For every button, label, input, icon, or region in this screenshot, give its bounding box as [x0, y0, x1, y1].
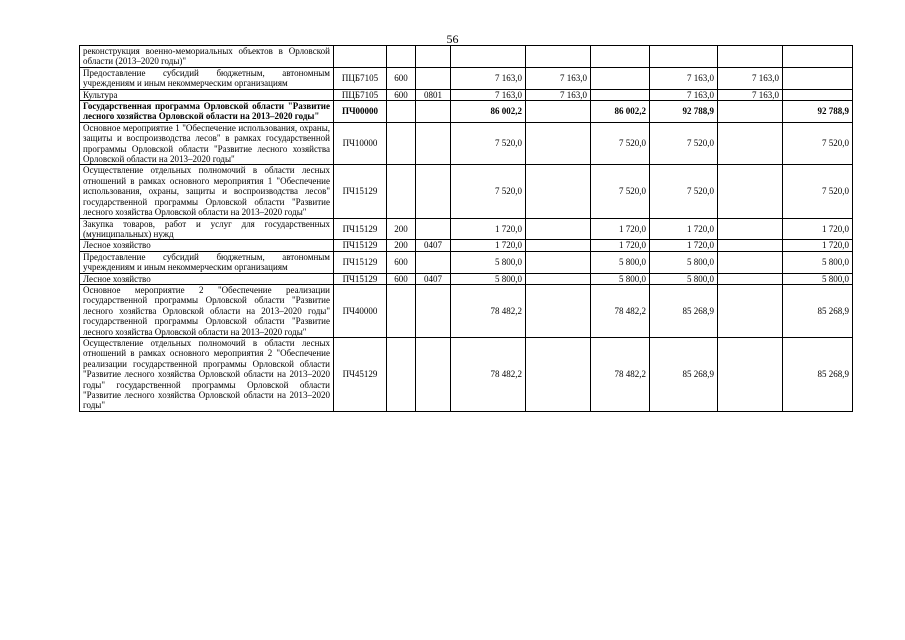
amount-col-6: 5 800,0: [783, 273, 853, 284]
amount-col-3: 78 482,2: [591, 337, 650, 411]
table-row: [80, 122, 853, 165]
amount-col-1: 1 720,0: [451, 240, 526, 251]
amount-col-3: 7 520,0: [591, 122, 650, 165]
amount-col-4: 7 163,0: [650, 89, 718, 100]
row-name: Государственная программа Орловской области "Развитие лесного хозяйства Орловской области на 2013–2020 годы": [80, 101, 334, 123]
amount-col-3: 5 800,0: [591, 251, 650, 273]
section-code: [416, 67, 451, 89]
row-name: реконструкция военно-мемориальных объектов в Орловской области (2013–2020 годы)": [80, 46, 334, 68]
amount-col-6: 92 788,9: [783, 101, 853, 123]
target-article-code: ПЧ15129: [334, 251, 387, 273]
amount-col-5: [718, 122, 783, 165]
page-number: 56: [446, 32, 459, 46]
target-article-code: ПЧ15129: [334, 273, 387, 284]
amount-col-5: [718, 273, 783, 284]
amount-col-2: [526, 46, 591, 68]
amount-col-1: 78 482,2: [451, 337, 526, 411]
section-code: [416, 101, 451, 123]
amount-col-1: 7 163,0: [451, 67, 526, 89]
amount-col-2: [526, 240, 591, 251]
expense-type-code: 600: [387, 89, 416, 100]
target-article-code: ПЧ15129: [334, 218, 387, 240]
row-name: Предоставление субсидий бюджетным, автономным учреждениям и иным некоммерческим организациям: [80, 251, 334, 273]
row-name: Культура: [80, 89, 334, 100]
expense-type-code: [387, 101, 416, 123]
amount-col-1: 7 520,0: [451, 165, 526, 218]
amount-col-1: 7 520,0: [451, 122, 526, 165]
table-row: [80, 165, 853, 218]
amount-col-1: 5 800,0: [451, 273, 526, 284]
amount-col-5: [718, 165, 783, 218]
expense-type-code: [387, 122, 416, 165]
amount-col-5: [718, 284, 783, 337]
amount-col-6: 85 268,9: [783, 337, 853, 411]
amount-col-2: [526, 122, 591, 165]
amount-col-1: 86 002,2: [451, 101, 526, 123]
amount-col-5: [718, 46, 783, 68]
amount-col-4: 85 268,9: [650, 337, 718, 411]
amount-col-3: 86 002,2: [591, 101, 650, 123]
row-name: Основное мероприятие 1 "Обеспечение использования, охраны, защиты и воспроизводства лесов" в рамках государственной программы Орловской области "Развитие лесного хозяйства Орловской области на 2013–2020 годы": [80, 122, 334, 165]
amount-col-1: [451, 46, 526, 68]
amount-col-3: 1 720,0: [591, 240, 650, 251]
amount-col-3: [591, 89, 650, 100]
section-code: [416, 218, 451, 240]
section-code: [416, 165, 451, 218]
row-name: Осуществление отдельных полномочий в области лесных отношений в рамках основного мероприятия 2 "Обеспечение реализации государственной программы Орловской области "Развитие лесного хозяйства Орловской области на 2013–2020 годы" государственной программы Орловской области "Развитие лесного хозяйства Орловской области на 2013–2020 годы": [80, 337, 334, 411]
section-code: [416, 251, 451, 273]
target-article-code: ПЦБ7105: [334, 67, 387, 89]
table-row: [80, 46, 853, 68]
amount-col-6: 1 720,0: [783, 218, 853, 240]
amount-col-4: 85 268,9: [650, 284, 718, 337]
section-code: [416, 122, 451, 165]
amount-col-1: 1 720,0: [451, 218, 526, 240]
target-article-code: [334, 46, 387, 68]
amount-col-3: 1 720,0: [591, 218, 650, 240]
row-name: Осуществление отдельных полномочий в области лесных отношений в рамках основного мероприятия 1 "Обеспечение использования, охраны, защиты и воспроизводства лесов" государственной программы Орловской области "Развитие лесного хозяйства Орловской области на 2013–2020 годы": [80, 165, 334, 218]
table-row: [80, 240, 853, 251]
target-article-code: ПЧ10000: [334, 122, 387, 165]
amount-col-6: [783, 89, 853, 100]
amount-col-4: 92 788,9: [650, 101, 718, 123]
expense-type-code: [387, 165, 416, 218]
expense-type-code: [387, 337, 416, 411]
table-row: [80, 284, 853, 337]
amount-col-6: 85 268,9: [783, 284, 853, 337]
amount-col-4: 5 800,0: [650, 273, 718, 284]
table-row: [80, 337, 853, 411]
amount-col-6: [783, 67, 853, 89]
amount-col-2: [526, 218, 591, 240]
table-row: [80, 67, 853, 89]
amount-col-2: [526, 273, 591, 284]
table-row: [80, 101, 853, 123]
amount-col-4: 1 720,0: [650, 218, 718, 240]
table-row: [80, 273, 853, 284]
expense-type-code: 200: [387, 218, 416, 240]
table-row: [80, 89, 853, 100]
expense-type-code: 600: [387, 273, 416, 284]
row-name: Основное мероприятие 2 "Обеспечение реализации государственной программы Орловской области "Развитие лесного хозяйства Орловской области на 2013–2020 годы" государственной программы Орловской области "Развитие лесного хозяйства Орловской области на 2013–2020 годы": [80, 284, 334, 337]
amount-col-2: [526, 101, 591, 123]
amount-col-6: [783, 46, 853, 68]
amount-col-1: 78 482,2: [451, 284, 526, 337]
amount-col-5: [718, 101, 783, 123]
amount-col-3: [591, 67, 650, 89]
target-article-code: ПЦБ7105: [334, 89, 387, 100]
amount-col-5: [718, 240, 783, 251]
amount-col-1: 7 163,0: [451, 89, 526, 100]
amount-col-2: 7 163,0: [526, 89, 591, 100]
amount-col-4: 7 520,0: [650, 165, 718, 218]
expense-type-code: [387, 284, 416, 337]
section-code: 0407: [416, 240, 451, 251]
amount-col-6: 5 800,0: [783, 251, 853, 273]
amount-col-2: 7 163,0: [526, 67, 591, 89]
section-code: 0801: [416, 89, 451, 100]
row-name: Предоставление субсидий бюджетным, автономным учреждениям и иным некоммерческим организациям: [80, 67, 334, 89]
budget-table: [79, 45, 853, 412]
row-name: Закупка товаров, работ и услуг для государственных (муниципальных) нужд: [80, 218, 334, 240]
amount-col-3: 7 520,0: [591, 165, 650, 218]
target-article-code: ПЧ15129: [334, 165, 387, 218]
amount-col-2: [526, 165, 591, 218]
amount-col-5: 7 163,0: [718, 89, 783, 100]
amount-col-5: 7 163,0: [718, 67, 783, 89]
target-article-code: ПЧ45129: [334, 337, 387, 411]
amount-col-4: 1 720,0: [650, 240, 718, 251]
amount-col-4: 5 800,0: [650, 251, 718, 273]
row-name: Лесное хозяйство: [80, 240, 334, 251]
expense-type-code: 200: [387, 240, 416, 251]
amount-col-4: [650, 46, 718, 68]
amount-col-3: 78 482,2: [591, 284, 650, 337]
amount-col-2: [526, 337, 591, 411]
target-article-code: ПЧ00000: [334, 101, 387, 123]
expense-type-code: [387, 46, 416, 68]
amount-col-3: 5 800,0: [591, 273, 650, 284]
section-code: 0407: [416, 273, 451, 284]
expense-type-code: 600: [387, 67, 416, 89]
amount-col-2: [526, 284, 591, 337]
amount-col-6: 7 520,0: [783, 122, 853, 165]
target-article-code: ПЧ40000: [334, 284, 387, 337]
amount-col-6: 7 520,0: [783, 165, 853, 218]
target-article-code: ПЧ15129: [334, 240, 387, 251]
amount-col-5: [718, 337, 783, 411]
amount-col-1: 5 800,0: [451, 251, 526, 273]
expense-type-code: 600: [387, 251, 416, 273]
amount-col-6: 1 720,0: [783, 240, 853, 251]
amount-col-5: [718, 218, 783, 240]
section-code: [416, 284, 451, 337]
amount-col-4: 7 163,0: [650, 67, 718, 89]
table-row: [80, 218, 853, 240]
amount-col-4: 7 520,0: [650, 122, 718, 165]
section-code: [416, 46, 451, 68]
row-name: Лесное хозяйство: [80, 273, 334, 284]
section-code: [416, 337, 451, 411]
amount-col-5: [718, 251, 783, 273]
amount-col-3: [591, 46, 650, 68]
amount-col-2: [526, 251, 591, 273]
table-row: [80, 251, 853, 273]
